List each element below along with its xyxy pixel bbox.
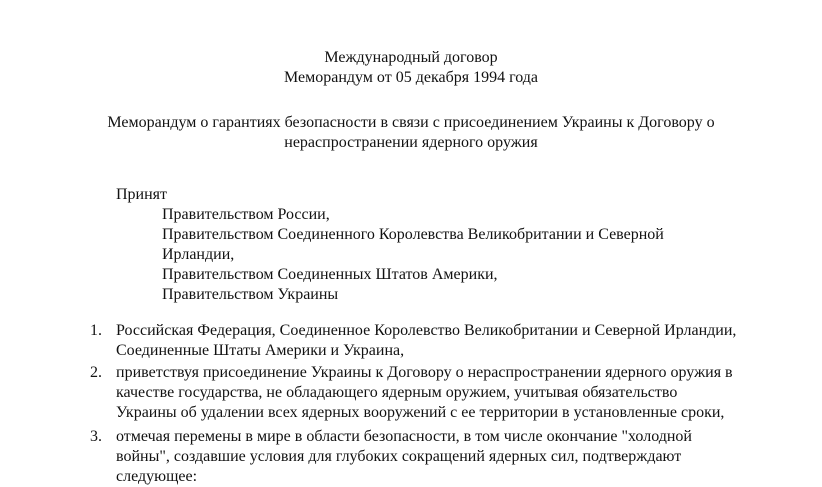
clause-number: 2. xyxy=(90,364,102,381)
clause-text-line: приветствуя присоединение Украины к Договору о нераспространении ядерного оружия в xyxy=(116,364,733,381)
clause-text-line: войны", создавшие условия для глубоких сокращений ядерных сил, подтверждают xyxy=(116,448,682,465)
document-date-line: Меморандум от 05 декабря 1994 года xyxy=(283,69,539,86)
clause-text-line: Соединенные Штаты Америки и Украина, xyxy=(116,342,405,359)
adopted-party-line: Правительством Соединенного Королевства Великобритании и Северной xyxy=(162,226,664,243)
clause-number: 1. xyxy=(90,322,102,339)
adopted-label: Принят xyxy=(116,186,168,203)
document-type-line: Международный договор xyxy=(324,49,498,66)
clause-text-line: Украины об удалении всех ядерных вооружений с ее территории в установленные сроки, xyxy=(116,404,725,421)
adopted-party-line: Правительством Украины xyxy=(162,286,339,303)
clause-text-line: следующее: xyxy=(116,468,198,485)
clause-text-line: качестве государства, не обладающего ядерным оружием, учитывая обязательство xyxy=(116,384,678,401)
clause-number: 3. xyxy=(90,428,102,445)
adopted-party-line: Правительством Соединенных Штатов Америки, xyxy=(162,266,498,283)
adopted-party-line: Правительством России, xyxy=(162,206,330,223)
clause-text-line: Российская Федерация, Соединенное Королевство Великобритании и Северной Ирландии, xyxy=(116,322,737,339)
document-title-line-2: нераспространении ядерного оружия xyxy=(284,134,538,151)
clause-text-line: отмечая перемены в мире в области безопасности, в том числе окончание "холодной xyxy=(116,428,692,445)
document-title-line-1: Меморандум о гарантиях безопасности в связи с присоединением Украины к Договору о xyxy=(107,114,715,131)
adopted-party-line: Ирландии, xyxy=(162,246,235,263)
